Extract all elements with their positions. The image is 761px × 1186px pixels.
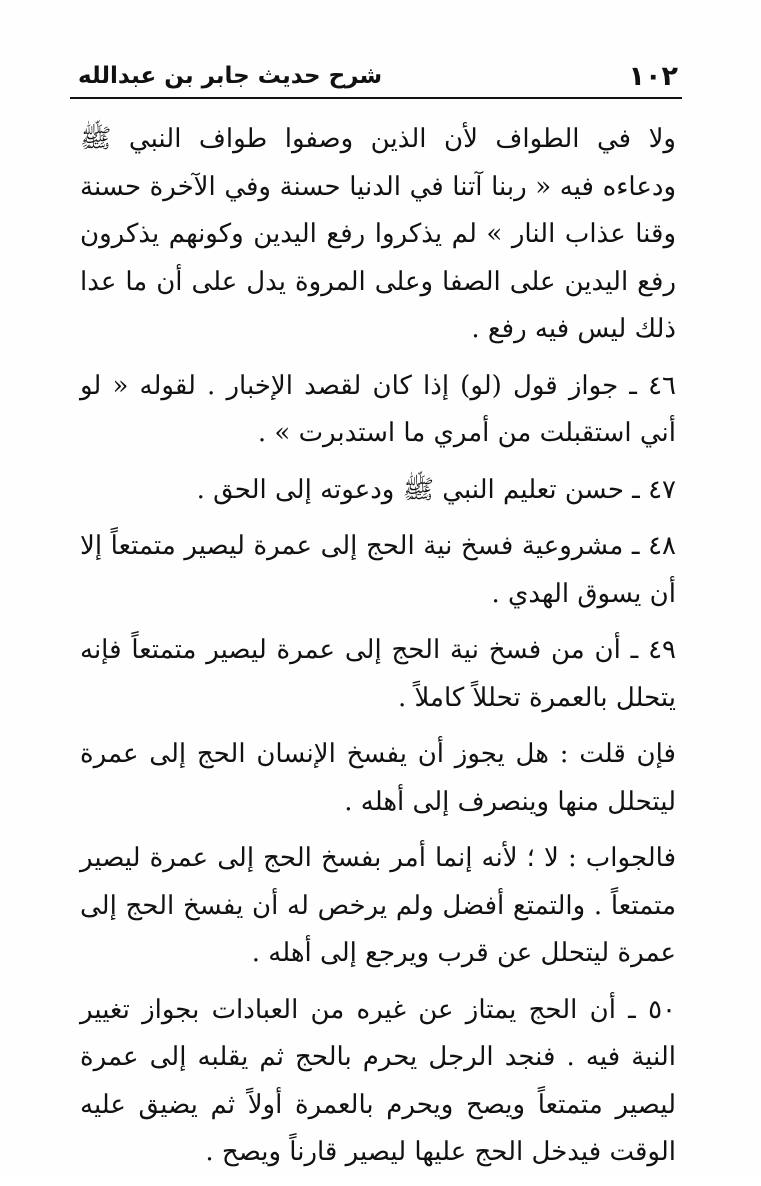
paragraph-item-49: ٤٩ ـ أن من فسخ نية الحج إلى عمرة ليصير متمتعاً فإنه يتحلل بالعمرة تحللاً كاملاً . bbox=[80, 635, 676, 713]
paragraph-answer: فالجواب : لا ؛ لأنه إنما أمر بفسخ الحج إلى عمرة ليصير متمتعاً . والتمتع أفضل ولم يرخص له أن يفسخ الحج إلى عمرة ليتحلل عن قرب ويرجع إلى أهله . bbox=[80, 843, 676, 968]
header-rule bbox=[70, 97, 682, 99]
paragraph-intro: ولا في الطواف لأن الذين وصفوا طواف النبي ﷺ ودعاءه فيه « ربنا آتنا في الدنيا حسنة وفي الآخرة حسنة وقنا عذاب النار » لم يذكروا رفع اليدين وكونهم يذكرون رفع اليدين على الصفا وعلى المروة يدل على أن ما عدا ذلك ليس فيه رفع . bbox=[80, 124, 676, 344]
paragraph-item-46: ٤٦ ـ جواز قول (لو) إذا كان لقصد الإخبار . لقوله « لو أني استقبلت من أمري ما استدبرت » . bbox=[80, 370, 676, 448]
body-text bbox=[80, 116, 676, 1186]
paragraph-item-47: ٤٧ ـ حسن تعليم النبي ﷺ ودعوته إلى الحق . bbox=[196, 474, 676, 505]
running-header bbox=[78, 50, 678, 96]
page-number: ١٠٢ bbox=[628, 61, 678, 92]
paragraph-question: فإن قلت : هل يجوز أن يفسخ الإنسان الحج إلى عمرة ليتحلل منها وينصرف إلى أهله . bbox=[80, 739, 676, 817]
paragraph-item-48: ٤٨ ـ مشروعية فسخ نية الحج إلى عمرة ليصير متمتعاً إلا أن يسوق الهدي . bbox=[80, 531, 676, 609]
header-title: شرح حديث جابر بن عبدالله bbox=[78, 63, 383, 89]
paragraph-item-50: ٥٠ ـ أن الحج يمتاز عن غيره من العبادات بجواز تغيير النية فيه . فنجد الرجل يحرم بالحج ثم يقلبه إلى عمرة ليصير متمتعاً ويصح ويحرم بالعمرة أولاً ثم يضيق عليه الوقت فيدخل الحج عليها ليصير قارناً ويصح . bbox=[80, 994, 676, 1167]
